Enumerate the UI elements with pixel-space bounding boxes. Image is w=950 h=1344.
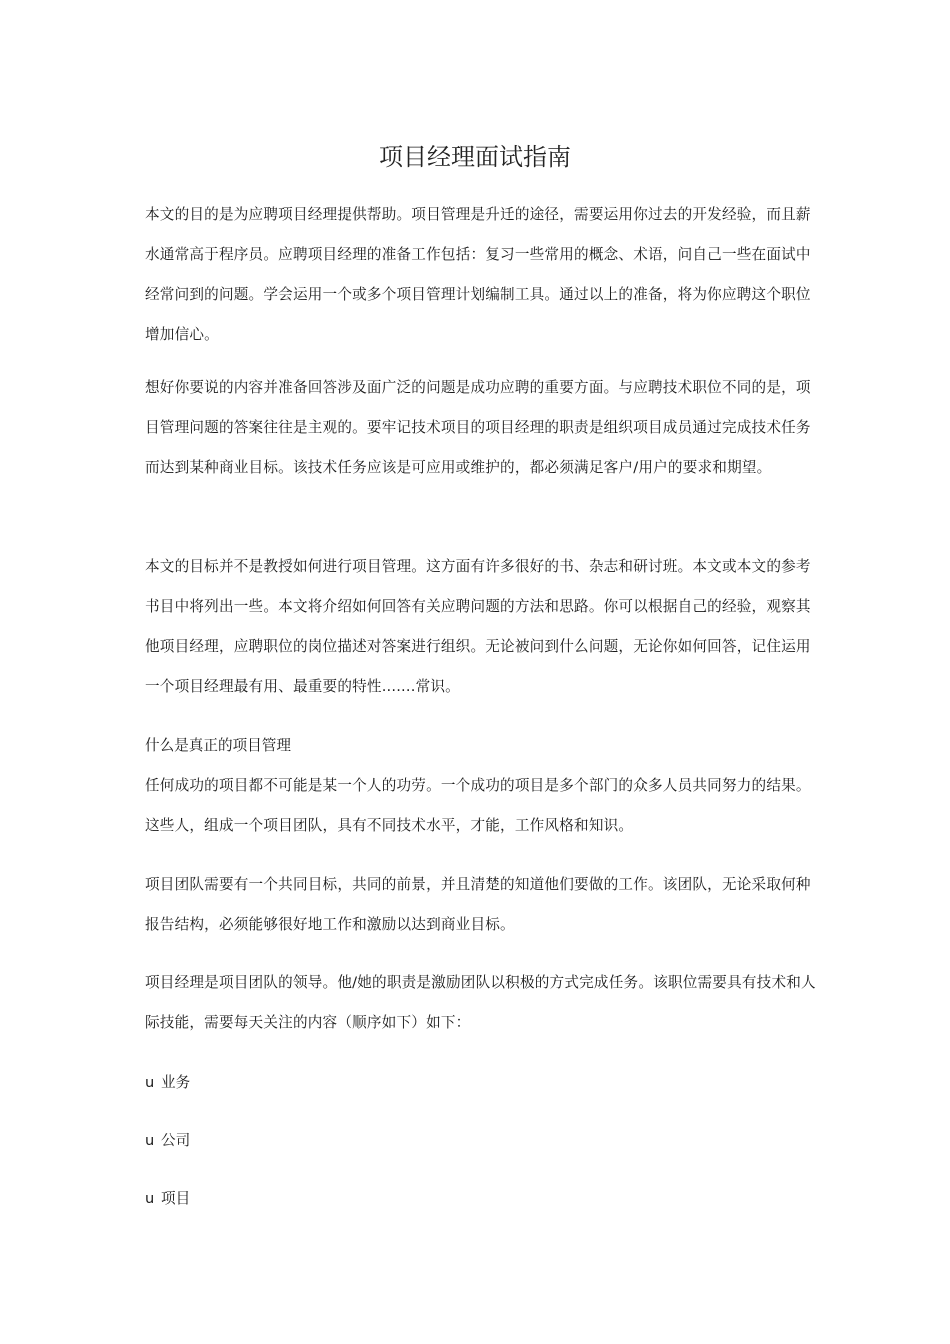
document-title: 项目经理面试指南 bbox=[379, 143, 571, 171]
paragraph-team-goal: 项目团队需要有一个共同目标，共同的前景，并且清楚的知道他们要做的工作。该团队，无论采取何种报告结构，必须能够很好地工作和激励以达到商业目标。 bbox=[145, 876, 811, 933]
list-item-label: 公司 bbox=[161, 1132, 191, 1149]
list-item-label: 项目 bbox=[161, 1190, 191, 1207]
paragraph-goal: 本文的目标并不是教授如何进行项目管理。这方面有许多很好的书、杂志和研讨班。本文或本文的参考书目中将列出一些。本文将介绍如何回答有关应聘问题的方法和思路。你可以根据自己的经验，观察其他项目经理，应聘职位的岗位描述对答案进行组织。无论被问到什么问题，无论你如何回答，记住运用一个项目经理最有用、最重要的特性.......常识。 bbox=[145, 558, 811, 695]
section-heading: 什么是真正的项目管理 bbox=[145, 737, 291, 754]
list-item bbox=[145, 1187, 190, 1211]
bullet-marker: u bbox=[145, 1190, 155, 1207]
bullet-marker: u bbox=[145, 1074, 155, 1091]
paragraph-team-effort: 任何成功的项目都不可能是某一个人的功劳。一个成功的项目是多个部门的众多人员共同努力的结果。这些人，组成一个项目团队，具有不同技术水平，才能，工作风格和知识。 bbox=[145, 777, 811, 834]
list-item-label: 业务 bbox=[161, 1074, 191, 1091]
paragraph-pm-role: 项目经理是项目团队的领导。他/她的职责是激励团队以积极的方式完成任务。该职位需要具有技术和人际技能，需要每天关注的内容（顺序如下）如下： bbox=[145, 974, 816, 1031]
bullet-marker: u bbox=[145, 1132, 155, 1149]
list-item bbox=[145, 1071, 190, 1095]
paragraph-intro: 本文的目的是为应聘项目经理提供帮助。项目管理是升迁的途径，需要运用你过去的开发经验，而且薪水通常高于程序员。应聘项目经理的准备工作包括：复习一些常用的概念、术语，问自己一些在面试中经常问到的问题。学会运用一个或多个项目管理计划编制工具。通过以上的准备，将为你应聘这个职位增加信心。 bbox=[145, 206, 811, 343]
list-item bbox=[145, 1129, 190, 1153]
paragraph-preparation: 想好你要说的内容并准备回答涉及面广泛的问题是成功应聘的重要方面。与应聘技术职位不同的是，项目管理问题的答案往往是主观的。要牢记技术项目的项目经理的职责是组织项目成员通过完成技术任务而达到某种商业目标。该技术任务应该是可应用或维护的，都必须满足客户/用户的要求和期望。 bbox=[145, 379, 811, 476]
